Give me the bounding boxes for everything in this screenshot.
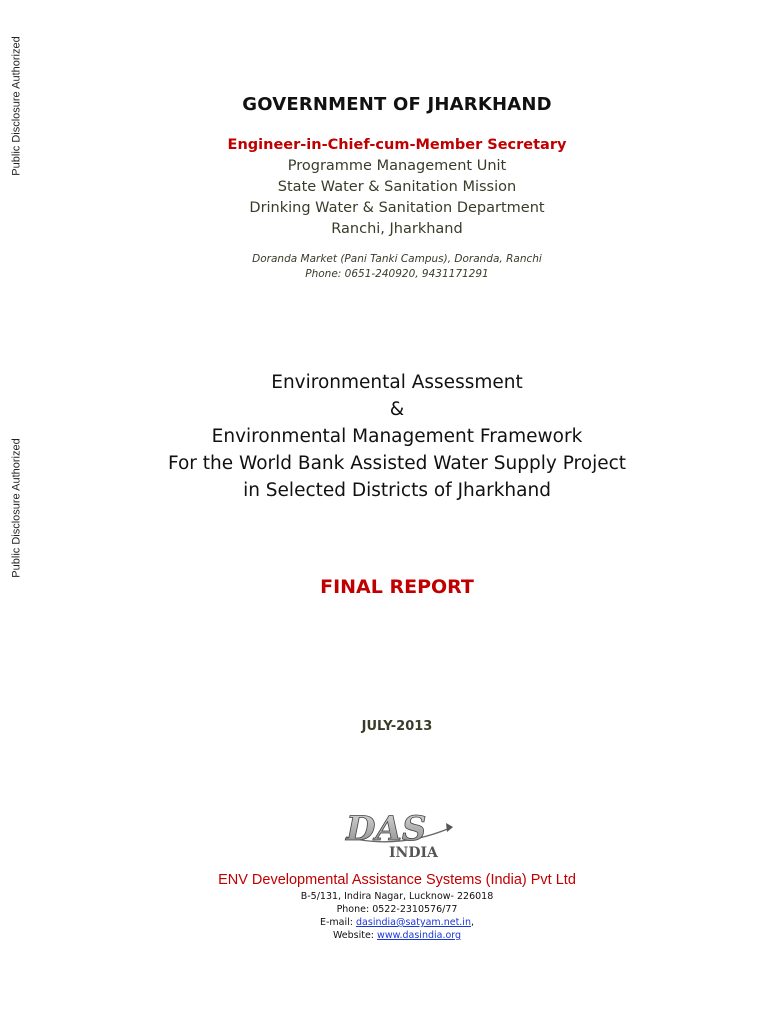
organization-block xyxy=(0,135,768,240)
website-label: Website: xyxy=(332,930,375,941)
email-line xyxy=(0,916,768,929)
title-line: & xyxy=(389,399,405,420)
government-heading: GOVERNMENT OF JHARKHAND xyxy=(242,94,552,115)
department: Drinking Water & Sanitation Department xyxy=(249,200,545,216)
title-line: For the World Bank Assisted Water Supply Project xyxy=(167,453,627,474)
city: Ranchi, Jharkhand xyxy=(331,221,463,237)
address-block xyxy=(0,252,768,282)
consultant-contact xyxy=(0,890,768,942)
report-title xyxy=(0,369,768,504)
unit: Programme Management Unit xyxy=(287,158,507,174)
designation: Engineer-in-Chief-cum-Member Secretary xyxy=(227,137,567,153)
email-suffix: , xyxy=(470,917,474,928)
website-line xyxy=(0,929,768,942)
title-line: Environmental Assessment xyxy=(271,372,523,393)
consultant-phone: Phone: 0522-2310576/77 xyxy=(336,904,458,915)
logo-arrow xyxy=(446,823,453,832)
office-address: Doranda Market (Pani Tanki Campus), Doranda, Ranchi xyxy=(252,253,542,265)
website-link[interactable]: www.dasindia.org xyxy=(377,930,462,941)
email-label: E-mail: xyxy=(320,917,353,928)
side-note-text: Public Disclosure Authorized xyxy=(11,438,23,578)
logo-main-text: DAS xyxy=(346,809,427,849)
mission: State Water & Sanitation Mission xyxy=(277,179,517,195)
consultant-name: ENV Developmental Assistance Systems (India) Pvt Ltd xyxy=(218,872,576,888)
das-india-logo xyxy=(342,806,454,862)
report-date: JULY-2013 xyxy=(361,719,433,734)
final-report-label: FINAL REPORT xyxy=(320,576,474,598)
consultant-address: B-5/131, Indira Nagar, Lucknow- 226018 xyxy=(300,891,494,902)
side-note-text: Public Disclosure Authorized xyxy=(11,36,23,176)
title-line: in Selected Districts of Jharkhand xyxy=(243,480,551,501)
title-line: Environmental Management Framework xyxy=(211,426,583,447)
email-link[interactable]: dasindia@satyam.net.in xyxy=(356,917,471,928)
logo-sub-text: INDIA xyxy=(389,845,438,861)
office-phone: Phone: 0651-240920, 9431171291 xyxy=(305,268,489,280)
